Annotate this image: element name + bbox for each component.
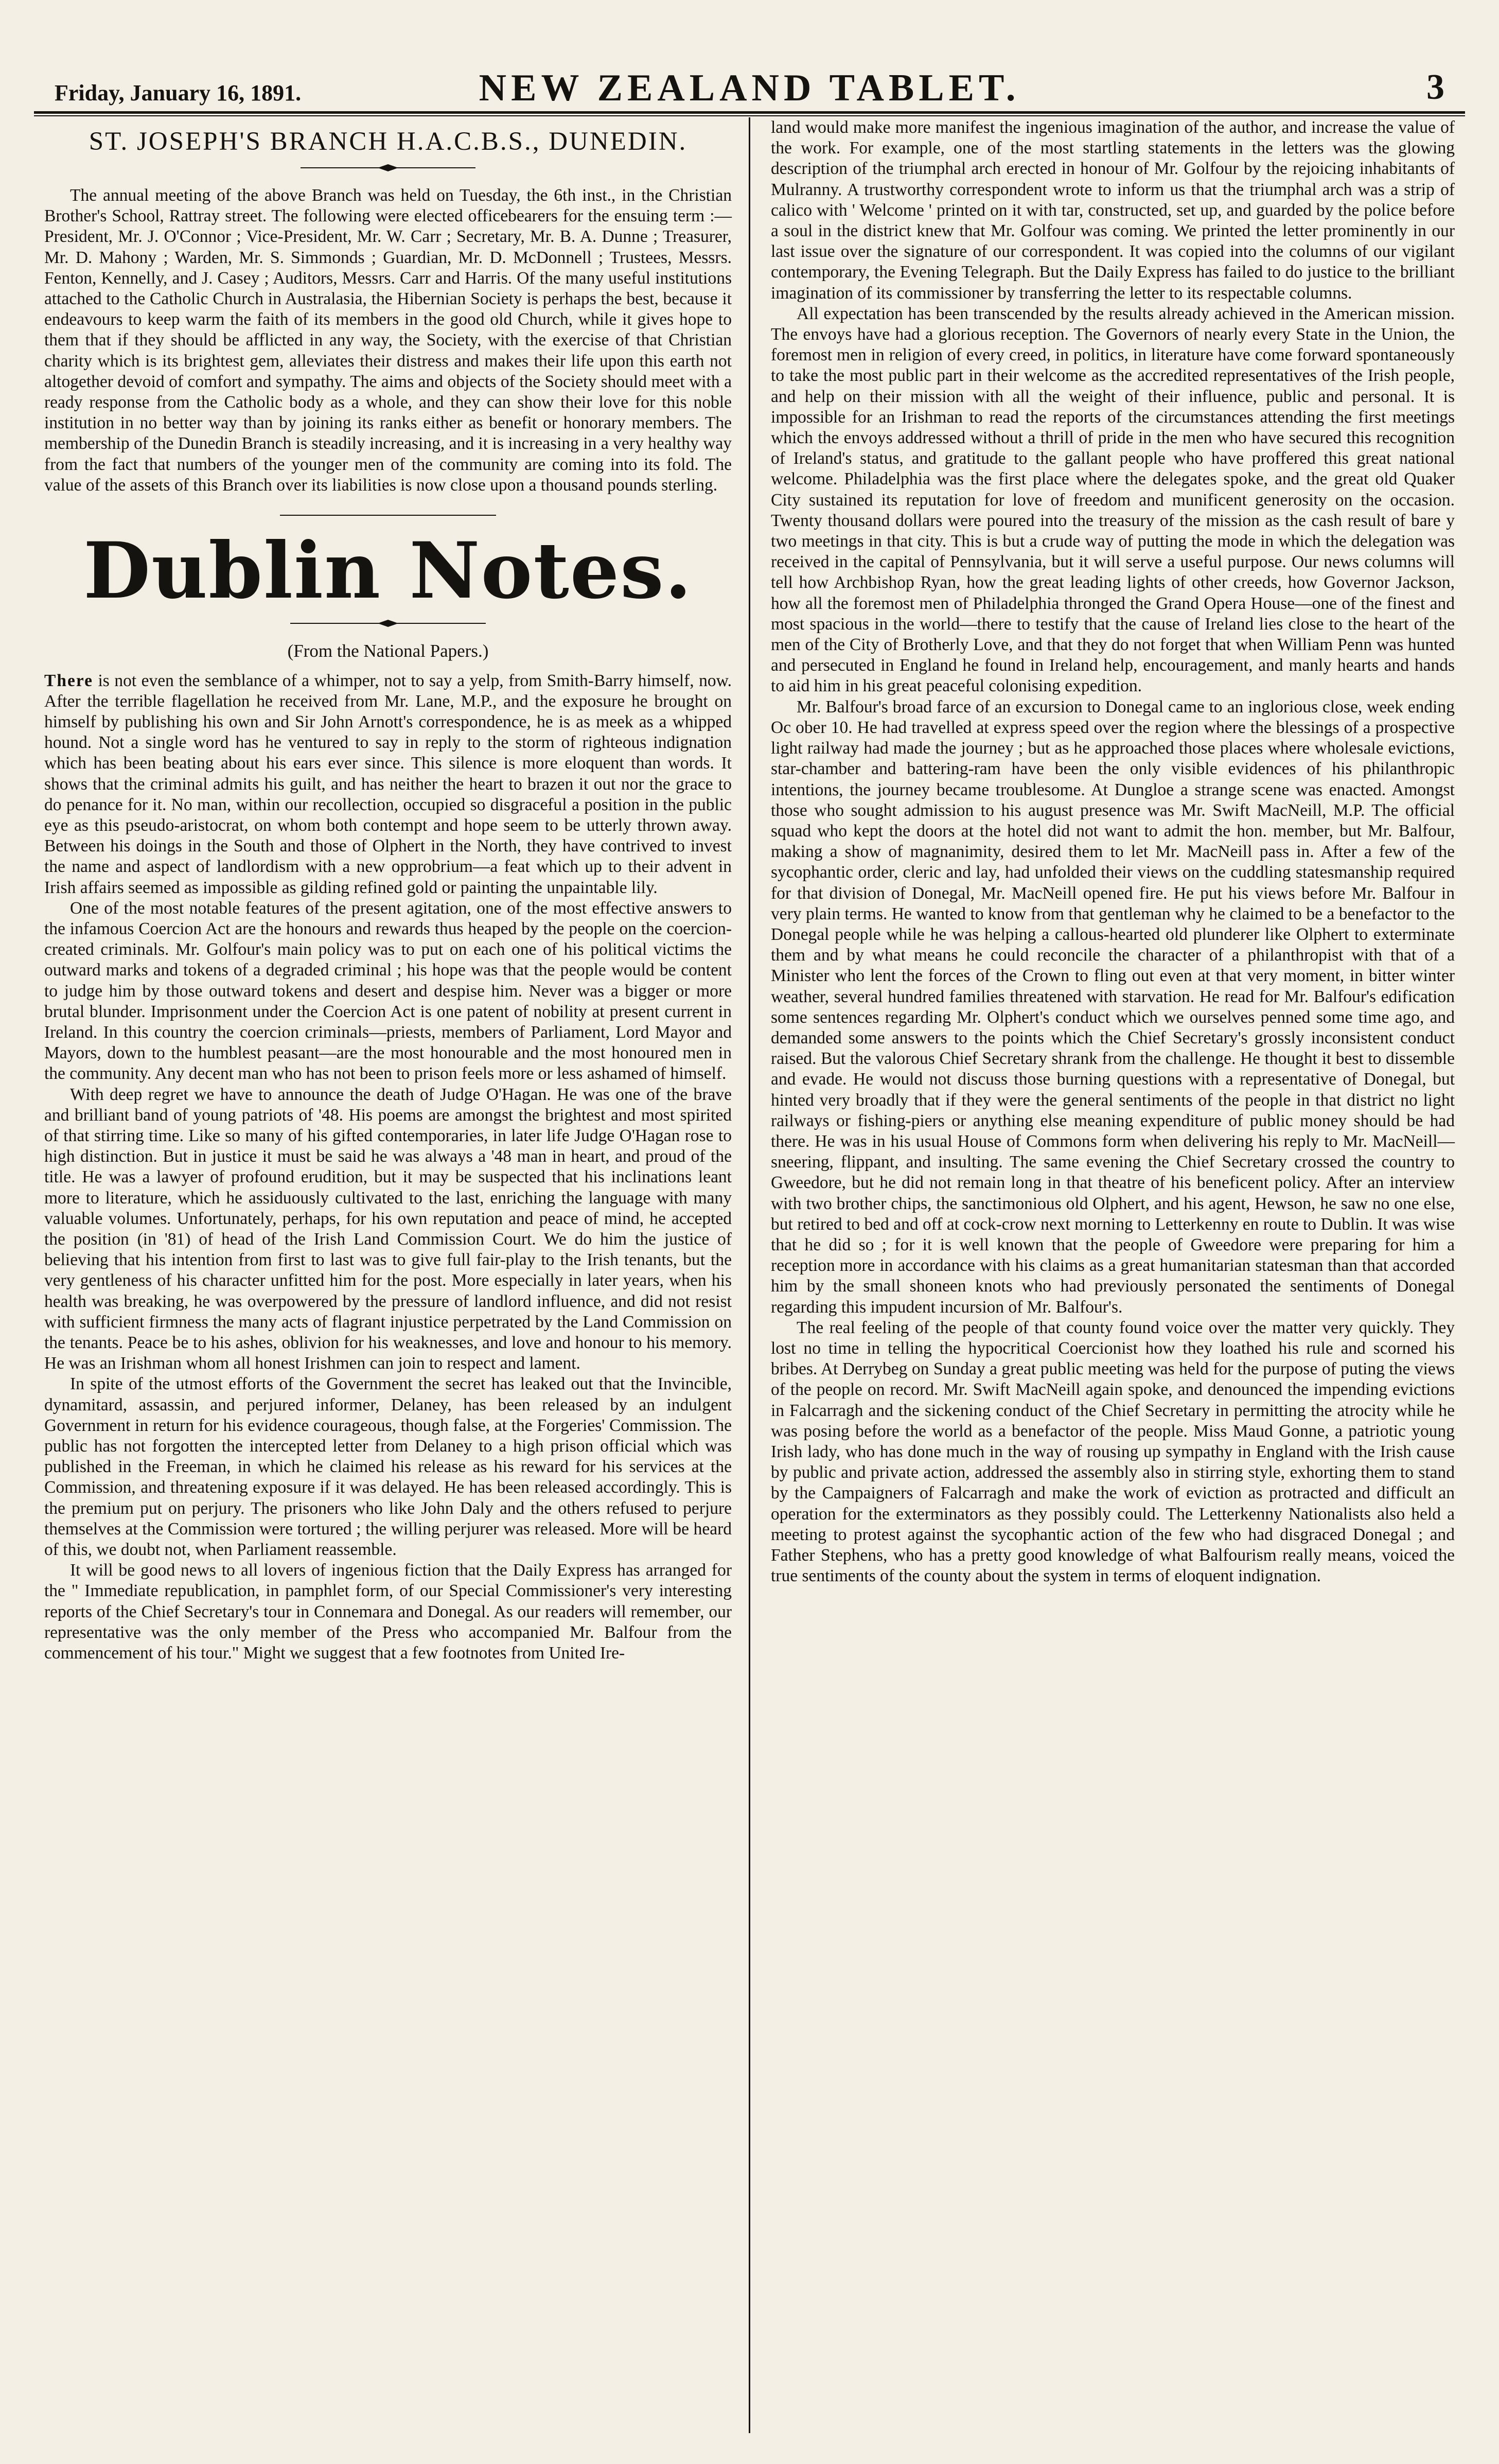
- right-paragraph-2: All expectation has been transcended by the results already achieved in the American mission. The envoys have had a glorious reception. The Governors of nearly every State in the Union, the foremost men in religion of every creed, in politics, in literature have come forward spontaneously to take the most public part in their welcome as the accredited representatives of the Irish people, and help on their mission with all the weight of their influence, public and personal. It is impossible for an Irishman to read the reports of the circumstances attending the first meetings which the envoys addressed without a thrill of pride in the men who have secured this recognition of Ireland's status, and gratitude to the gallant people who have proffered this great national welcome. Philadelphia was the first place where the delegates spoke, and the great old Quaker City sustained its reputation for love of freedom and munificent generosity on the occasion. Twenty thousand dollars were poured into the treasury of the mission as the cash result of bare y two meetings in that city. This is but a crude way of putting the mode in which the delegation was received in the capital of Pennsylvania, but it will serve a useful purpose. Our news columns will tell how Archbishop Ryan, how the great leading lights of other creeds, how Governor Jackson, how all the foremost men of Philadelphia thronged the Grand Opera House—one of the finest and most spacious in the world—there to testify that the cause of Ireland lies close to the heart of the men of the City of Brotherly Love, and that they do not forget that when William Penn was hunted and persecuted in England he found in Ireland help, encouragement, and manly hearts and hands to aid him in his great peaceful colonising expedition.: [771, 304, 1455, 696]
- issue-date: Friday, January 16, 1891.: [55, 80, 302, 106]
- masthead-rule: [34, 115, 1465, 116]
- page-number: 3: [1426, 67, 1444, 107]
- branch-paragraph: The annual meeting of the above Branch was held on Tuesday, the 6th inst., in the Christian Brother's School, Rattray street. The following were elected officebearers for the ensuing term :—President, Mr. J. O'Connor ; Vice-President, Mr. W. Carr ; Secretary, Mr. B. A. Dunne ; Treasurer, Mr. D. Mahony ; Warden, Mr. S. Simmonds ; Guardian, Mr. D. McDonnell ; Trustees, Messrs. Fenton, Kennelly, and J. Casey ; Auditors, Messrs. Carr and Harris. Of the many useful institutions attached to the Catholic Church in Australasia, the Hibernian Society is perhaps the best, because it endeavours to keep warm the faith of its members in the good old Church, while it gives hope to them that if they should be afflicted in any way, the Society, with the exercise of that Christian charity which is its brightest gem, alleviates their distress and makes their life upon this earth not altogether devoid of comfort and sympathy. The aims and objects of the Society should meet with a ready response from the Catholic body as a whole, and they can show their love for this noble institution in no better way than by joining its ranks either as benefit or honorary members. The membership of the Dunedin Branch is steadily increasing, and it is increasing in a very healthy way from the fact that numbers of the younger men of the community are coming into its fold. The value of the assets of this Branch over its liabilities is now close upon a thousand pounds sterling.: [44, 186, 732, 495]
- dublin-paragraph-4: In spite of the utmost efforts of the Government the secret has leaked out that the Invincible, dynamitard, assassin, and perjured informer, Delaney, has been released by an indulgent Government in return for his evidence courageous, though false, at the Forgeries' Commission. The public has not forgotten the intercepted letter from Delaney to a high prison official which was published in the Freeman, in which he claimed his release as his reward for his services at the Commission, and threatening exposure if it was delayed. He has been released accordingly. This is the premium put on perjury. The prisoners who like John Daly and the others refused to perjure themselves at the Commission were tortured ; the willing perjurer was released. More will be heard of this, we doubt not, when Parliament reassemble.: [44, 1374, 732, 1560]
- dublin-paragraph-3: With deep regret we have to announce the death of Judge O'Hagan. He was one of the brave and brilliant band of young patriots of '48. His poems are amongst the brightest and most spirited of that stirring time. Like so many of his gifted contemporaries, in later life Judge O'Hagan rose to high distinction. But in justice it must be said he was always a '48 man in heart, and proud of the title. He was a lawyer of profound erudition, but it may be suspected that his inclinations leant more to literature, which he assiduously cultivated to the last, enriching the language with many valuable volumes. Unfortunately, perhaps, for his own reputation and peace of mind, he accepted the position (in '81) of head of the Irish Land Commission Court. We do him the justice of believing that his intention from first to last was to give full fair-play to the Irish tenants, but the very gentleness of his character unfitted him for the post. More especially in later years, when his health was breaking, he was overpowered by the pressure of landlord influence, and did not resist with sufficient firmness the many acts of flagrant injustice perpetrated by the Land Commission on the tenants. Peace be to his ashes, oblivion for his weaknesses, and love and honour to his memory. He was an Irishman whom all honest Irishmen can join to respect and lament.: [44, 1085, 732, 1373]
- right-paragraph-3: Mr. Balfour's broad farce of an excursion to Donegal came to an inglorious close, week ending Oc ober 10. He had travelled at express speed over the region where the blessings of a prospective light railway had made the journey ; but as he approached those places where wholesale evictions, star-chamber and battering-ram have been the only visible evidences of his philanthropic intentions, the journey became troublesome. At Dungloe a strange scene was enacted. Amongst those who sought admission to his august presence was Mr. Swift MacNeill, M.P. The official squad who kept the doors at the hotel did not want to admit the hon. member, but Mr. Balfour, making a show of magnanimity, desired them to let Mr. MacNeill pass in. After a few of the sycophantic order, cleric and lay, had unfolded their views on the cuddling statesmanship required for that division of Donegal, Mr. MacNeill opened fire. He put his views before Mr. Balfour in very plain terms. He wanted to know from that gentleman why he claimed to be a benefactor to the Donegal people while he was helping a callous-hearted old plunderer like Olphert to exterminate them and by what means he could reconcile the character of a philanthropist with that of a Minister who lent the forces of the Crown to fling out even at that very moment, in bitter winter weather, several hundred families threatened with starvation. He read for Mr. Balfour's edification some sentences regarding Mr. Olphert's conduct which we ourselves penned some time ago, and demanded some answers to the points which the Chief Secretary's grossly inconsistent conduct raised. But the valorous Chief Secretary shrank from the challenge. He thought it best to dissemble and evade. He would not discuss those burning questions with a representative of Donegal, but hinted very broadly that if they were the general sentiments of the people in that district no light railways or fishing-piers or anything else meaning expenditure of public money should be had there. He was in his usual House of Commons form when delivering his reply to Mr. MacNeill—sneering, flippant, and insulting. The same evening the Chief Secretary crossed the country to Gweedore, but he did not remain long in that theatre of his beneficent policy. After an interview with two brother chips, the sanctimonious old Olphert, and his agent, Hewson, he saw no one else, but retired to bed and off at cock-crow next morning to Letterkenny en route to Dublin. It was wise that he did so ; for it is well known that the people of Gweedore were preparing for him a reception more in accordance with his claims as a great humanitarian statesman than that accorded him by the small shoneen knots who had previously personated the sentiments of Donegal regarding this impudent incursion of Mr. Balfour's.: [771, 697, 1455, 1317]
- section-rule-icon: [280, 511, 496, 519]
- dublin-notes-heading: Dublin Notes.: [83, 526, 693, 617]
- dublin-paragraph-1: [44, 671, 732, 898]
- masthead: [34, 49, 1465, 114]
- right-paragraph-1: land would make more manifest the ingenious imagination of the author, and increase the value of the work. For example, one of the most startling statements in the letters was the glowing description of the triumphal arch erected in honour of Mr. Golfour by the rejoicing inhabitants of Mulranny. A trustworthy correspondent wrote to inform us that the triumphal arch was a strip of calico with ' Welcome ' printed on it with tar, constructed, set up, and guarded by the police before a soul in the district knew that Mr. Golfour was coming. We printed the letter prominently in our last issue over the signature of our correspondent. It was copied into the columns of our vigilant contemporary, the Evening Telegraph. But the Daily Express has failed to do justice to the brilliant imagination of its commissioner by transferring the letter to its respectable columns.: [771, 118, 1455, 303]
- lead-word: There: [44, 671, 93, 690]
- ornament-divider-icon: [290, 619, 486, 627]
- dublin-paragraph-5: It will be good news to all lovers of ingenious fiction that the Daily Express has arranged for the " Immediate republication, in pamphlet form, of our Special Commissioner's very interesting reports of the Chief Secretary's tour in Connemara and Donegal. As our readers will remember, our representative was the only member of the Press who accompanied Mr. Balfour from the commencement of his tour." Might we suggest that a few footnotes from United Ire-: [44, 1561, 732, 1663]
- dublin-paragraph-2: One of the most notable features of the present agitation, one of the most effective answers to the infamous Coercion Act are the honours and rewards thus heaped by the people on the coercion-created criminals. Mr. Golfour's main policy was to put on each one of his political victims the outward marks and tokens of a degraded criminal ; his hope was that the people would be content to judge him by those outward tokens and desert and despise him. Never was a bigger or more brutal blunder. Imprisonment under the Coercion Act is one patent of nobility at present current in Ireland. In this country the coercion criminals—priests, members of Parliament, Lord Mayor and Mayors, down to the humblest peasant—are the most honourable and the most honoured men in the community. Any decent man who has not been to prison feels more or less ashamed of himself.: [44, 898, 732, 1084]
- newspaper-title: NEW ZEALAND TABLET.: [479, 67, 1020, 109]
- ornament-divider-icon: [301, 164, 475, 172]
- column-divider: [749, 117, 750, 2433]
- paragraph-text: is not even the semblance of a whimper, not to say a yelp, from Smith-Barry himself, now. After the terrible flagellation he received from Mr. Lane, M.P., and the exposure he brought on himself by publishing his own and Sir John Arnott's correspondence, he is as meek as a whipped hound. Not a single word has he ventured to say in reply to the storm of righteous indignation which has been beating about his ears ever since. This silence is more eloquent than words. It shows that the criminal admits his guilt, and has neither the heart to brazen it out nor the grace to do penance for it. No man, within our recollection, occupied so disgraceful a position in the public eye as this pseudo-aristocrat, on whom both contempt and hope seem to be utterly thrown away. Between his doings in the South and those of Olphert in the North, they have contrived to invest the name and aspect of landlordism with a new opprobrium—a feat which up to their advent in Irish affairs seemed as impossible as gilding refined gold or painting the unpaintable lily.: [44, 671, 732, 897]
- right-paragraph-4: The real feeling of the people of that county found voice over the matter very quickly. They lost no time in telling the hypocritical Coercionist how they loathed his rule and scorned his bribes. At Derrybeg on Sunday a great public meeting was held for the purpose of puting the views of the people on record. Mr. Swift MacNeill again spoke, and denounced the impending evictions in Falcarragh and the sickening conduct of the Chief Secretary in permitting the atrocity while he was posing before the world as a benefactor of the people. Miss Maud Gonne, a patriotic young Irish lady, who has done much in the way of rousing up sympathy in England with the Irish cause by public and private action, addressed the assembly also in stirring style, exhorting them to stand by the Campaigners of Falcarragh and make the work of eviction as protracted and difficult an operation for the exterminators as they possibly could. The Letterkenny Nationalists also held a meeting to protest against the sycophantic action of the few who had disgraced Donegal ; and Father Stephens, who has a pretty good knowledge of what Balfourism really means, voiced the true sentiments of the county about the system in terms of eloquent indignation.: [771, 1318, 1455, 1586]
- source-line: (From the National Papers.): [287, 640, 489, 661]
- branch-heading: ST. JOSEPH'S BRANCH H.A.C.B.S., DUNEDIN.: [89, 127, 687, 156]
- right-column: [756, 117, 1465, 2443]
- left-column: [34, 117, 742, 2443]
